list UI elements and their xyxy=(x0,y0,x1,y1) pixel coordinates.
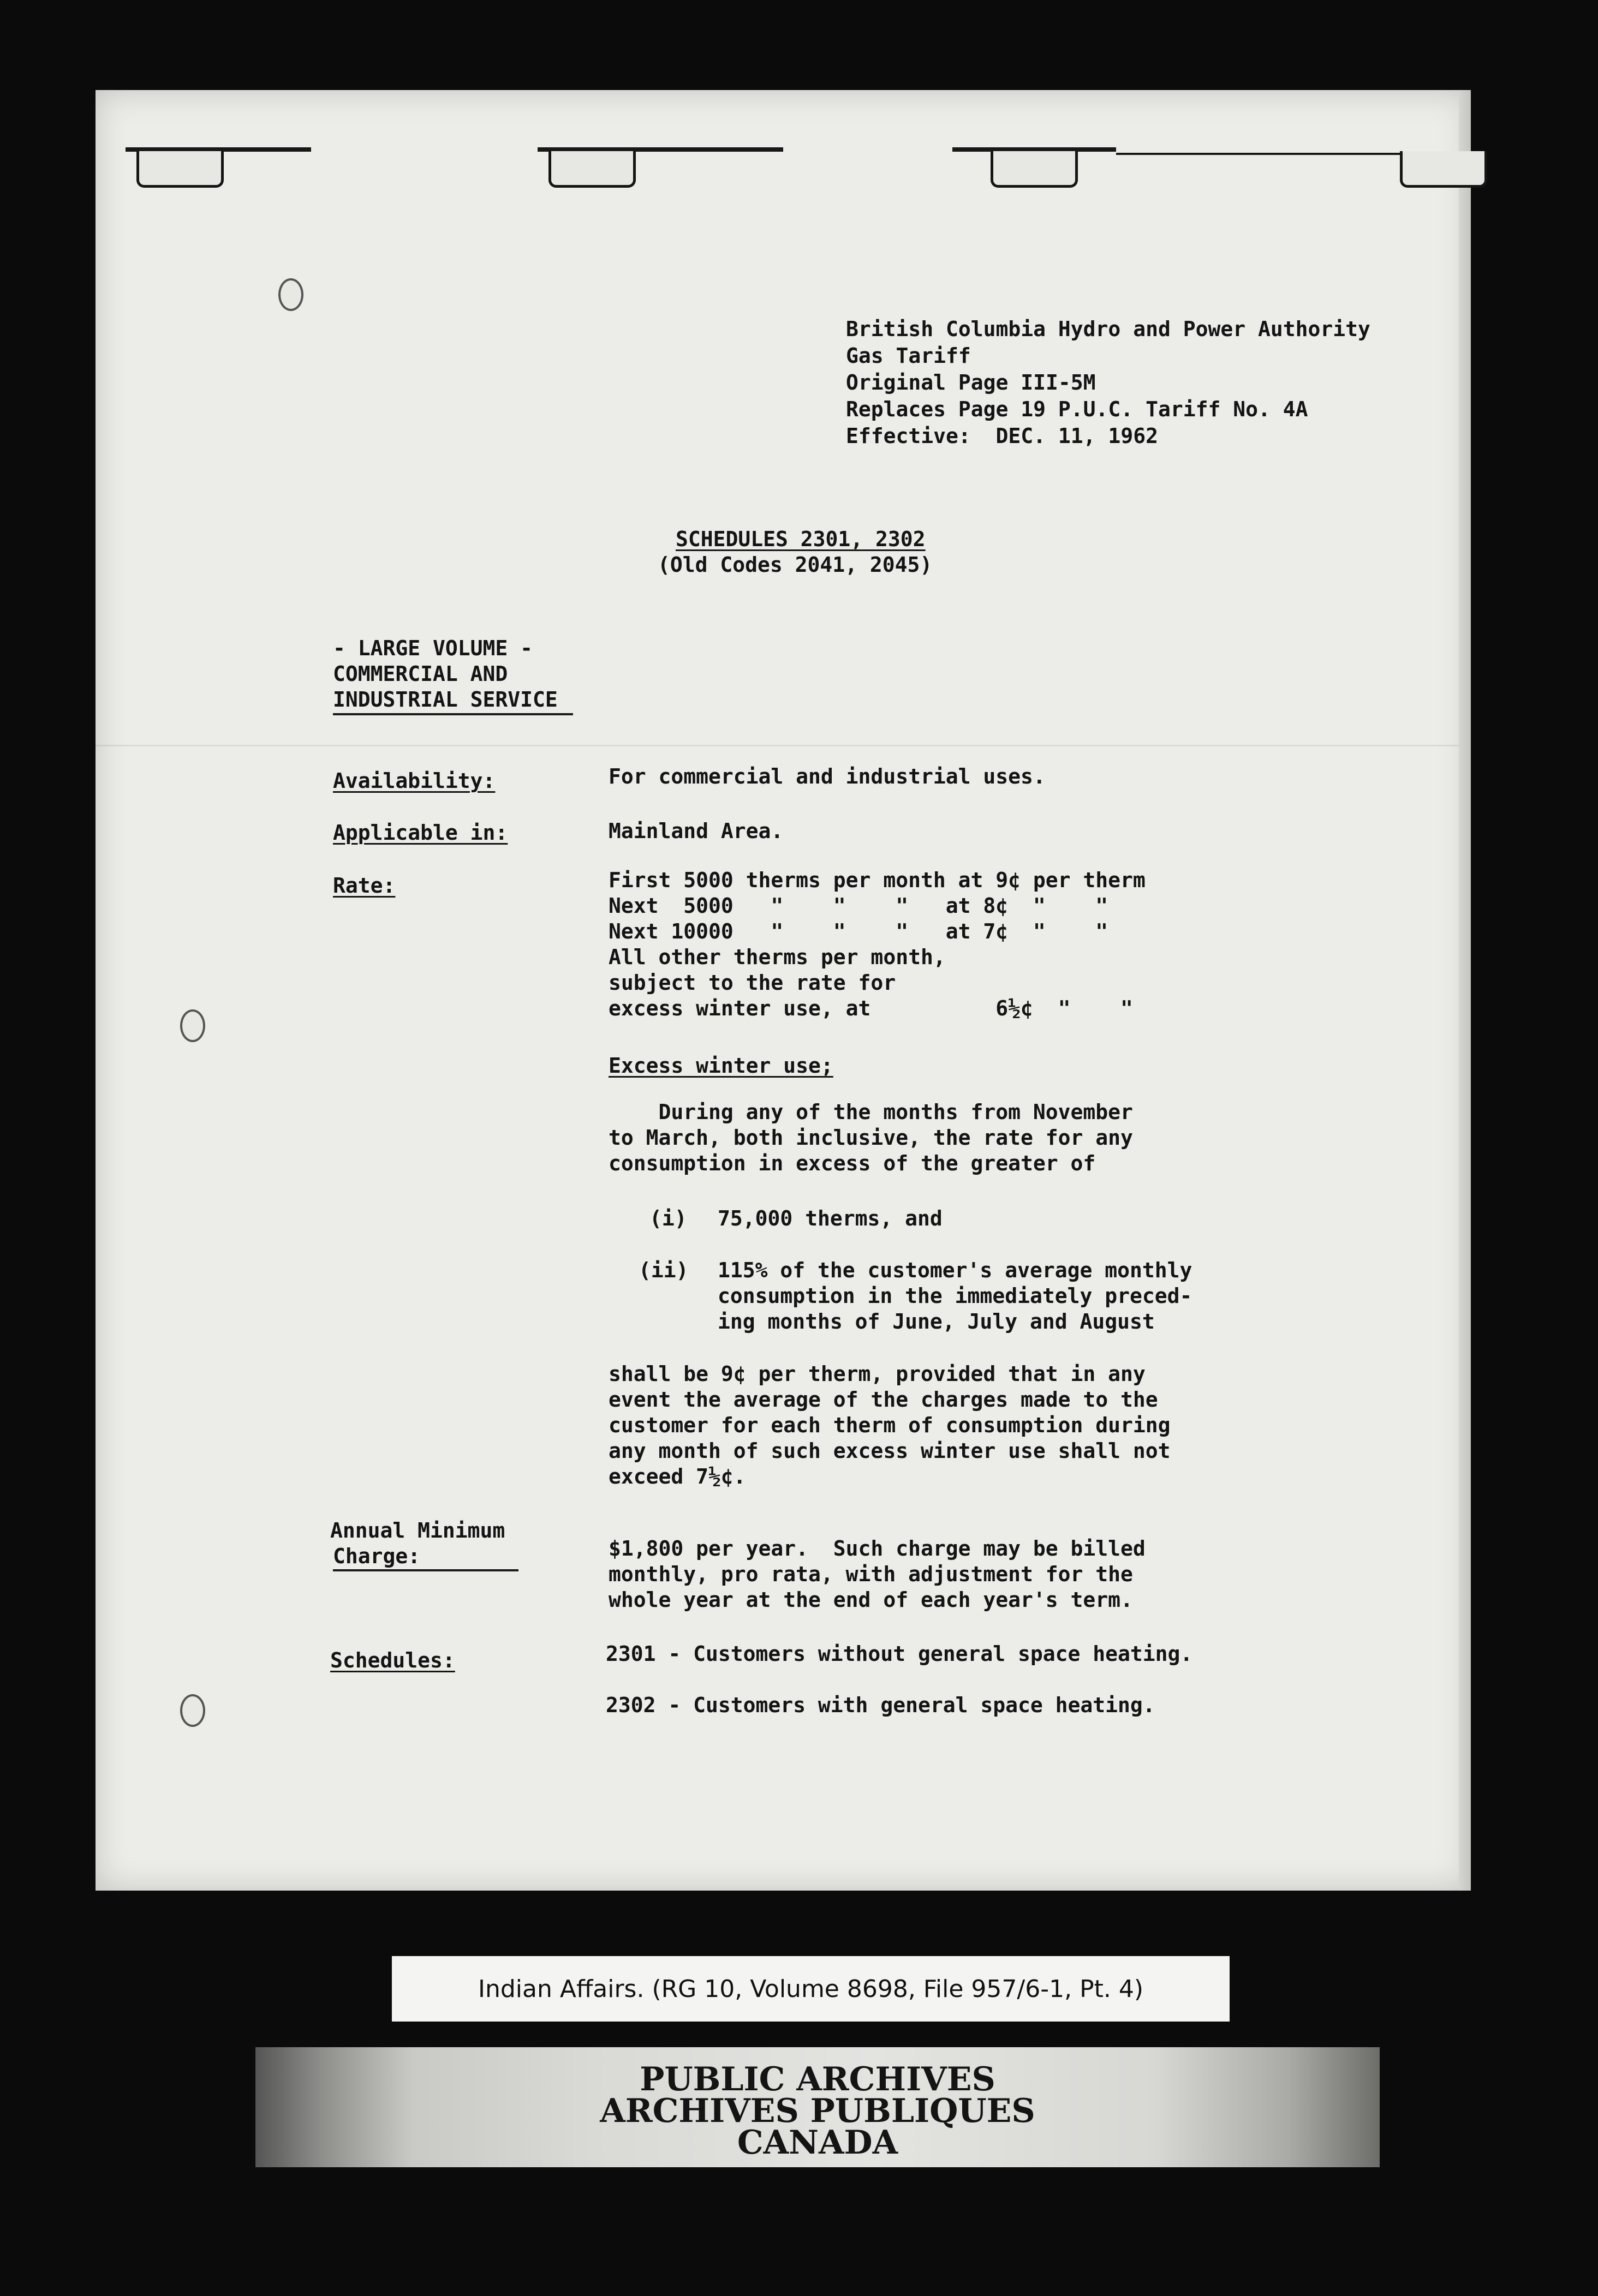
minimum-text-1: $1,800 per year. Such charge may be billed xyxy=(609,1536,1146,1560)
rate-line-3: Next 10000 " " " at 7¢ " " xyxy=(609,919,1108,943)
archive-stamp xyxy=(255,2047,1380,2167)
header-tariff: Gas Tariff xyxy=(846,344,971,368)
minimum-text-3: whole year at the end of each year's term. xyxy=(609,1588,1133,1612)
header-effective: Effective: DEC. 11, 1962 xyxy=(846,424,1158,448)
schedule-2302: 2302 - Customers with general space heating. xyxy=(606,1693,1155,1717)
header-page: Original Page III-5M xyxy=(846,370,1096,394)
binder-clip xyxy=(1400,151,1487,188)
punch-hole xyxy=(180,1694,205,1727)
rate-line-2: Next 5000 " " " at 8¢ " " xyxy=(609,894,1108,918)
rate-line-6: excess winter use, at 6½¢ " " xyxy=(609,996,1133,1020)
item-2-number: (ii) xyxy=(639,1258,689,1282)
stamp-line-1: PUBLIC ARCHIVES xyxy=(640,2060,995,2098)
stamp-line-2: ARCHIVES PUBLIQUES xyxy=(600,2092,1035,2130)
item-1-text: 75,000 therms, and xyxy=(718,1206,943,1230)
stamp-line-3: CANADA xyxy=(737,2124,898,2162)
excess-heading: Excess winter use; xyxy=(609,1054,833,1078)
service-line-3: INDUSTRIAL SERVICE xyxy=(333,687,558,711)
minimum-text-2: monthly, pro rata, with adjustment for the xyxy=(609,1562,1133,1586)
item-1-number: (i) xyxy=(649,1206,687,1230)
page-edge xyxy=(1459,90,1471,1891)
applicable-label: Applicable in: xyxy=(333,821,508,845)
schedules-title: SCHEDULES 2301, 2302 xyxy=(676,527,926,551)
punch-hole xyxy=(180,1009,205,1042)
service-line-2: COMMERCIAL AND xyxy=(333,662,508,686)
excess-close-4: any month of such excess winter use shall not xyxy=(609,1439,1171,1463)
excess-close-3: customer for each therm of consumption during xyxy=(609,1413,1171,1437)
minimum-underline xyxy=(333,1569,518,1571)
binder-clip xyxy=(136,151,224,188)
excess-intro-3: consumption in excess of the greater of xyxy=(609,1151,1096,1175)
rate-label: Rate: xyxy=(333,874,396,898)
rate-line-1: First 5000 therms per month at 9¢ per therm xyxy=(609,868,1146,892)
header-authority: British Columbia Hydro and Power Authority xyxy=(846,317,1370,341)
schedule-2301: 2301 - Customers without general space heating. xyxy=(606,1642,1193,1666)
binder-clip xyxy=(991,151,1078,188)
old-codes: (Old Codes 2041, 2045) xyxy=(658,553,933,577)
service-underline xyxy=(333,713,573,715)
availability-text: For commercial and industrial uses. xyxy=(609,764,1046,788)
excess-intro-2: to March, both inclusive, the rate for any xyxy=(609,1126,1133,1150)
item-2-line-3: ing months of June, July and August xyxy=(718,1310,1155,1334)
rate-line-4: All other therms per month, xyxy=(609,945,946,969)
schedules-label: Schedules: xyxy=(330,1648,455,1672)
rate-line-5: subject to the rate for xyxy=(609,971,896,995)
excess-close-5: exceed 7½¢. xyxy=(609,1464,746,1488)
item-2-line-2: consumption in the immediately preced- xyxy=(718,1284,1192,1308)
minimum-label-1: Annual Minimum xyxy=(330,1518,505,1542)
excess-close-1: shall be 9¢ per therm, provided that in any xyxy=(609,1362,1146,1386)
header-replaces: Replaces Page 19 P.U.C. Tariff No. 4A xyxy=(846,397,1308,421)
punch-hole xyxy=(278,278,303,311)
item-2-line-1: 115% of the customer's average monthly xyxy=(718,1258,1192,1282)
availability-label: Availability: xyxy=(333,769,496,793)
excess-close-2: event the average of the charges made to the xyxy=(609,1388,1158,1412)
archive-caption: Indian Affairs. (RG 10, Volume 8698, File 957/6-1, Pt. 4) xyxy=(392,1956,1230,2022)
applicable-text: Mainland Area. xyxy=(609,819,784,843)
excess-intro-1: During any of the months from November xyxy=(609,1100,1133,1124)
service-line-1: - LARGE VOLUME - xyxy=(333,636,533,660)
fold-line xyxy=(96,745,1471,746)
binder-clip xyxy=(548,151,636,188)
minimum-label-2: Charge: xyxy=(333,1544,421,1568)
